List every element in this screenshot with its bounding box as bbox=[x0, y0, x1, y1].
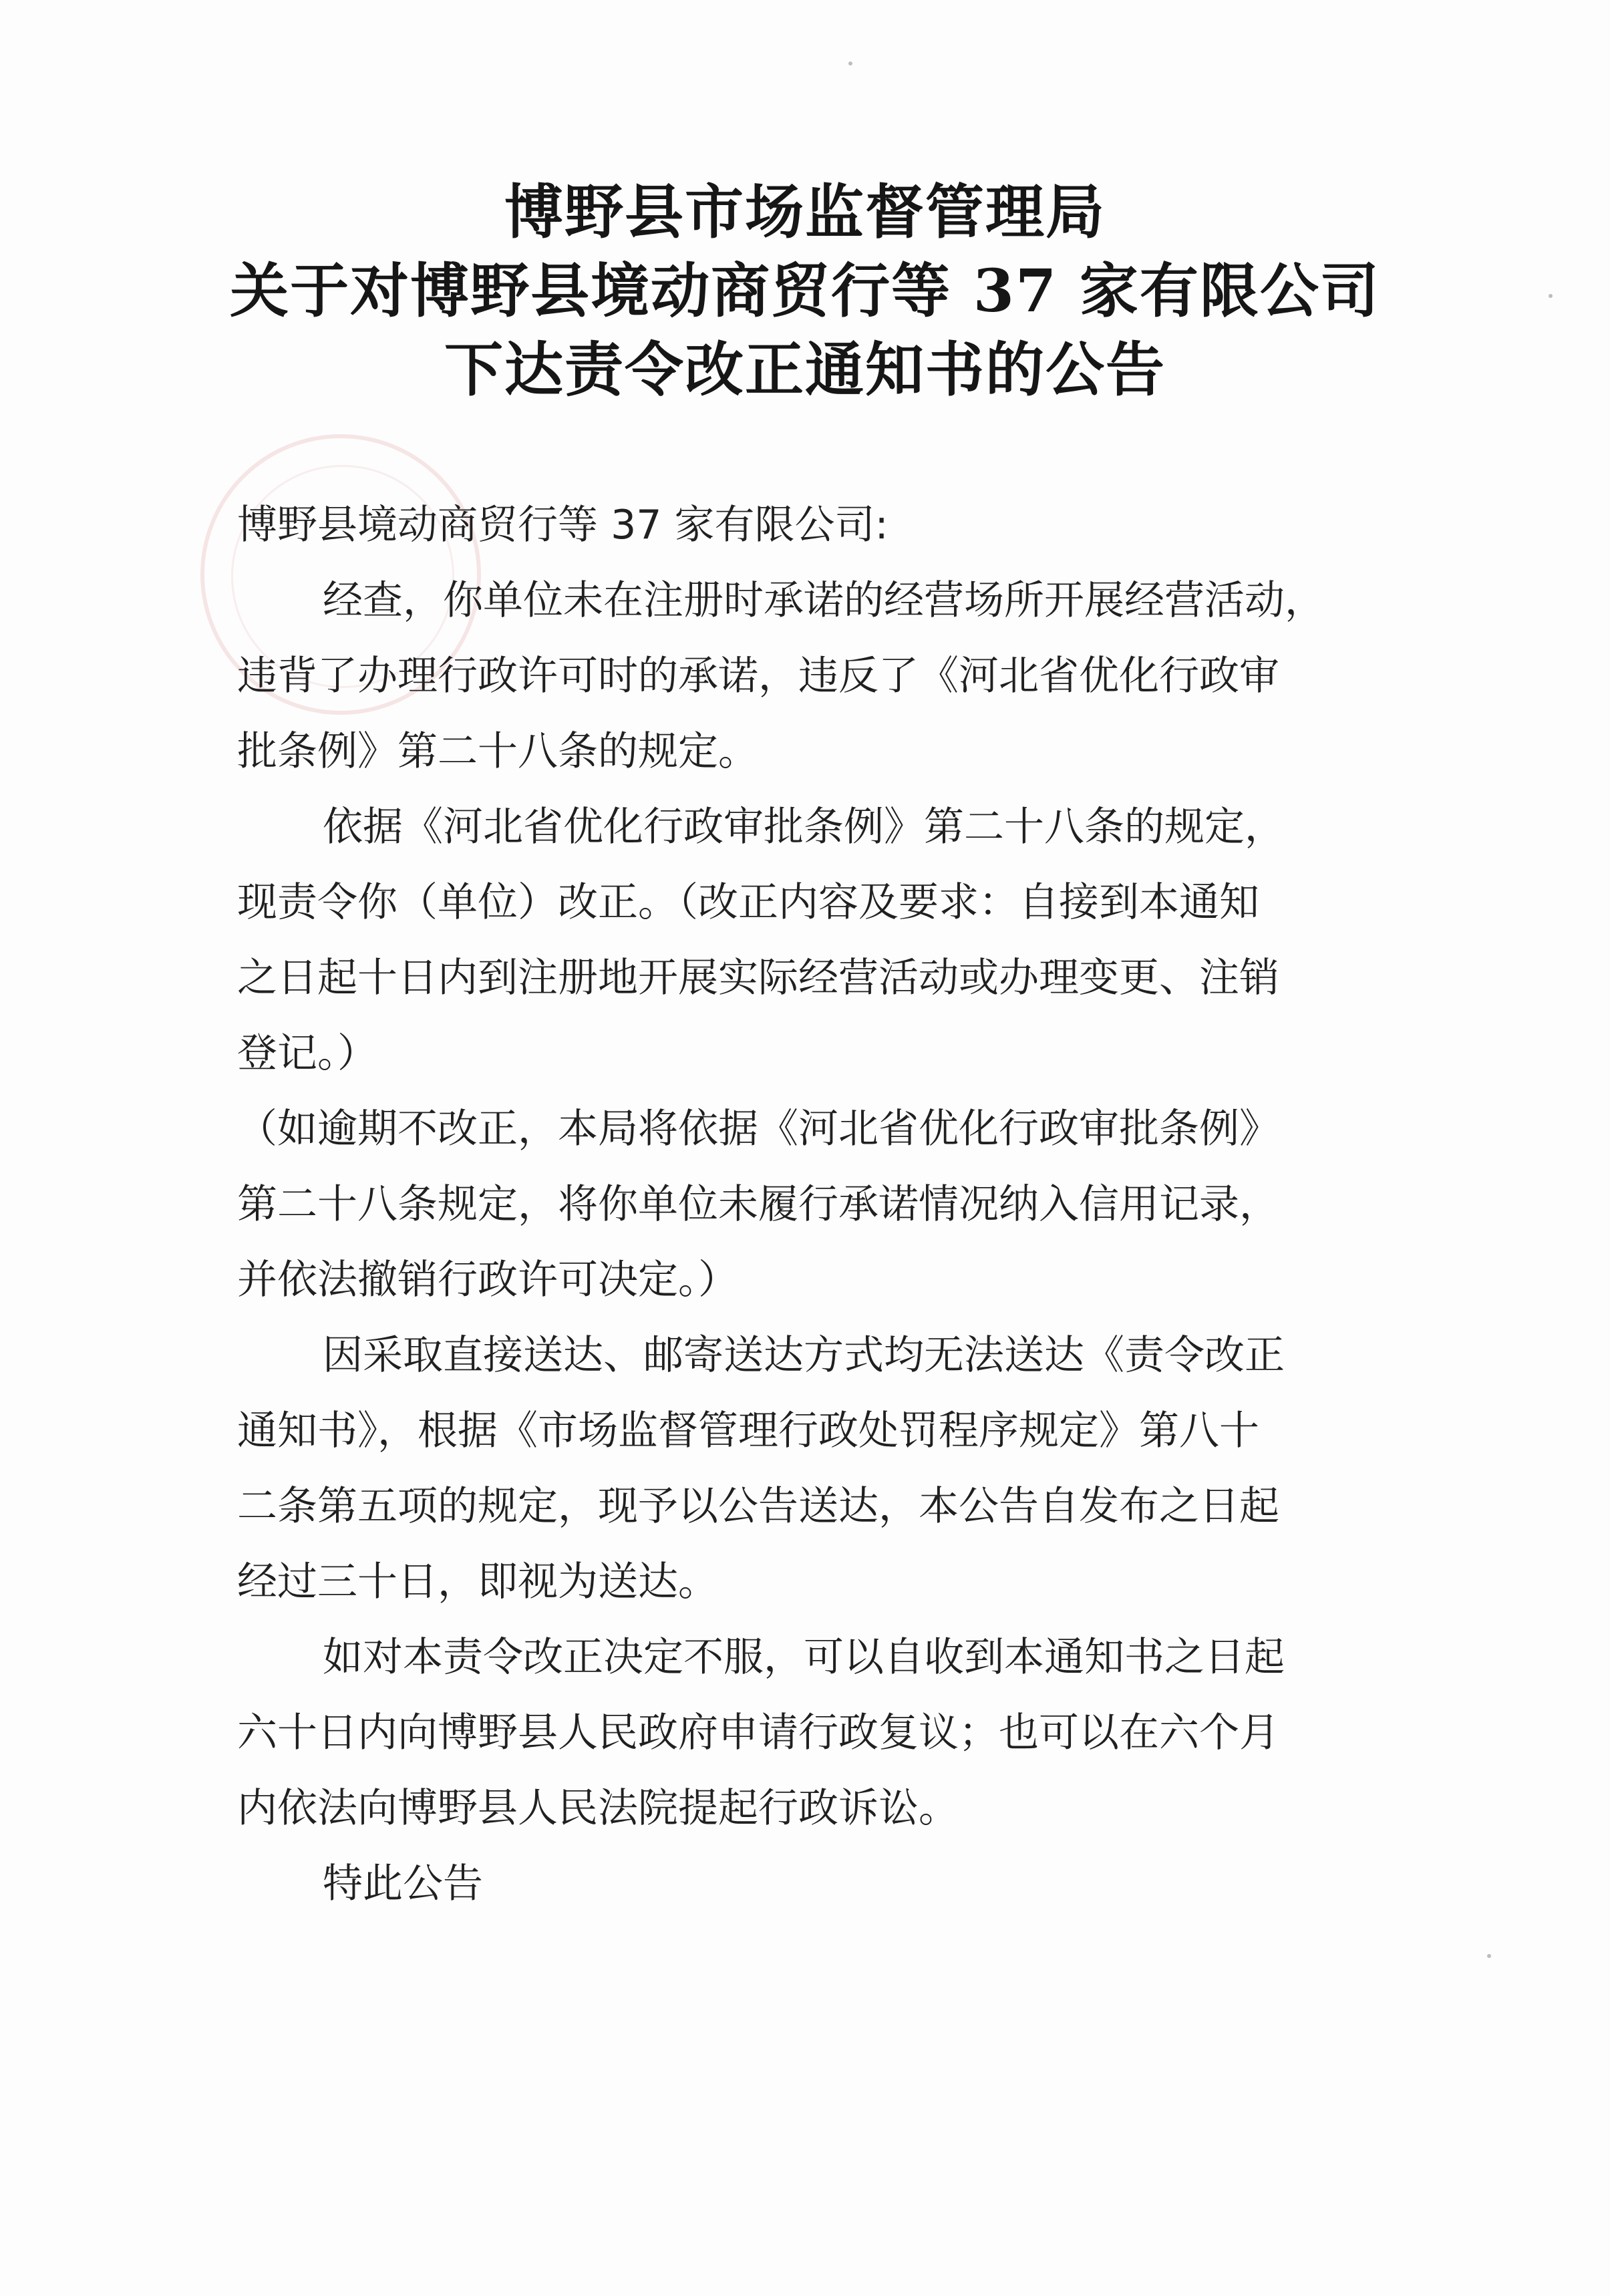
body-line: 第二十八条规定，将你单位未履行承诺情况纳入信用记录， bbox=[237, 1181, 1279, 1228]
title-line-3: 下达责令改正通知书的公告 bbox=[444, 335, 1166, 404]
body-line: 经查，你单位未在注册时承诺的经营场所开展经营活动， bbox=[323, 577, 1325, 624]
title-line-2: 关于对博野县境动商贸行等 37 家有限公司 bbox=[230, 256, 1380, 325]
body-line: （如逾期不改正，本局将依据《河北省优化行政审批条例》 bbox=[237, 1106, 1279, 1152]
body-line: 登记。） bbox=[237, 1030, 377, 1077]
body-line: 批条例》第二十八条的规定。 bbox=[237, 728, 758, 775]
body-line: 现责令你（单位）改正。（改正内容及要求：自接到本通知 bbox=[237, 879, 1259, 926]
body-line: 因采取直接送达、邮寄送达方式均无法送达《责令改正 bbox=[323, 1332, 1285, 1379]
title-line-1: 博野县市场监督管理局 bbox=[504, 177, 1106, 247]
body-line: 经过三十日，即视为送达。 bbox=[237, 1559, 718, 1605]
scan-speck bbox=[1487, 1954, 1491, 1958]
body-line: 二条第五项的规定，现予以公告送达，本公告自发布之日起 bbox=[237, 1483, 1279, 1530]
body-line: 如对本责令改正决定不服，可以自收到本通知书之日起 bbox=[323, 1634, 1285, 1681]
body-line: 内依法向博野县人民法院提起行政诉讼。 bbox=[237, 1785, 959, 1832]
document-title bbox=[0, 172, 1610, 409]
body-line: 六十日内向博野县人民政府申请行政复议；也可以在六个月 bbox=[237, 1709, 1279, 1756]
body-line: 之日起十日内到注册地开展实际经营活动或办理变更、注销 bbox=[237, 955, 1279, 1001]
addressee: 博野县境动商贸行等 37 家有限公司: bbox=[237, 502, 889, 548]
closing-line: 特此公告 bbox=[323, 1860, 483, 1907]
body-line: 通知书》，根据《市场监督管理行政处罚程序规定》第八十 bbox=[237, 1408, 1259, 1454]
body-line: 并依法撤销行政许可决定。） bbox=[237, 1257, 738, 1303]
scan-speck bbox=[848, 61, 852, 65]
body-line: 违背了办理行政许可时的承诺，违反了《河北省优化行政审 bbox=[237, 653, 1279, 699]
body-line: 依据《河北省优化行政审批条例》第二十八条的规定， bbox=[323, 804, 1285, 850]
document-body bbox=[237, 488, 1396, 1922]
